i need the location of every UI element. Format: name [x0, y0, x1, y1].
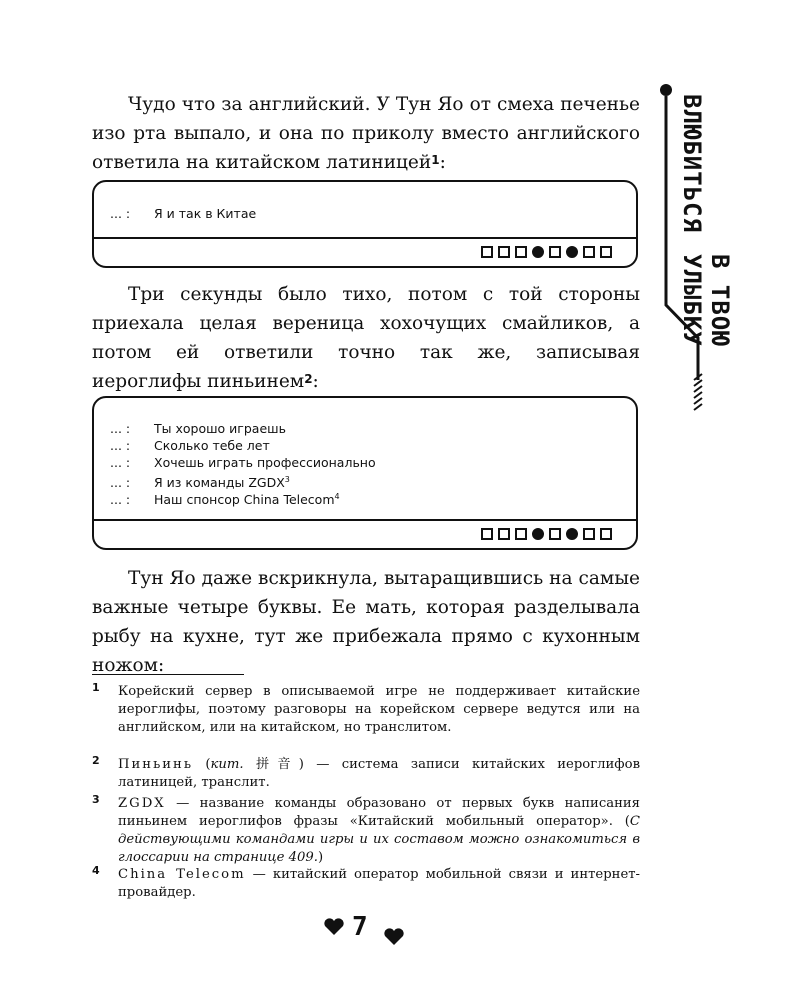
- chat-message: [110, 454, 620, 471]
- footnote-number: 4: [92, 864, 100, 877]
- footnote-2: [92, 756, 640, 792]
- chat-nickname: ... :: [110, 475, 131, 491]
- chat-window-1: [92, 180, 638, 268]
- chat-message: [110, 471, 620, 491]
- footnote-term: China Telecom: [118, 867, 246, 882]
- chat-window-2: [92, 396, 638, 550]
- footnote-number: 2: [92, 754, 100, 767]
- footnote-divider: [92, 674, 244, 675]
- paragraph-2-text: Три секунды было тихо, потом с той стороны приехала целая вереница хохочущих смайликов, а потом ей ответили точно так же, записывая иероглифы пиньинем: [92, 284, 640, 392]
- footnote-term: Пиньинь: [118, 757, 194, 772]
- chat-1-indicator: [481, 246, 612, 258]
- chat-message: [110, 488, 620, 508]
- side-title-part-1: ВЛЮБИТЬСЯ: [678, 94, 706, 234]
- footnote-italic: С действующими командами игры и их составом можно ознакомиться в глоссарии на странице 409.: [118, 814, 640, 865]
- chat-nickname: ... :: [110, 421, 131, 436]
- indicator-dot-filled: [532, 246, 544, 258]
- indicator-square-empty: [498, 246, 510, 258]
- indicator-square-empty: [515, 246, 527, 258]
- indicator-dot-filled: [532, 528, 544, 540]
- paragraph-2-end: :: [312, 371, 319, 392]
- paragraph-2: [92, 280, 640, 396]
- indicator-square-empty: [515, 528, 527, 540]
- footnote-text: — название команды образовано от первых букв написания пиньинем иероглифов фразы «Китайский мобильный оператор». (: [118, 796, 640, 829]
- footnote-term: ZGDX: [118, 796, 166, 811]
- paragraph-1: [92, 90, 640, 177]
- footnote-number: 3: [92, 793, 100, 806]
- chat-2-footer: [94, 519, 636, 548]
- chat-1-footer: [94, 237, 636, 266]
- indicator-square-empty: [498, 528, 510, 540]
- footnote-italic: кит.: [210, 757, 244, 772]
- paragraph-3-text: Тун Яо даже вскрикнула, вытаращившись на самые важные четыре буквы. Ее мать, которая разделывала рыбу на кухне, тут же прибежала прямо с кухонным ножом:: [92, 568, 640, 676]
- chat-2-indicator: [481, 528, 612, 540]
- chat-nickname: ... :: [110, 455, 131, 470]
- indicator-square-empty: [481, 246, 493, 258]
- chat-footnote-ref[interactable]: 3: [284, 475, 290, 484]
- indicator-square-empty: [583, 246, 595, 258]
- indicator-dot-filled: [566, 246, 578, 258]
- footnote-text: ): [317, 850, 324, 865]
- footnote-3: [92, 795, 640, 867]
- indicator-square-empty: [549, 528, 561, 540]
- footnote-ref-2[interactable]: 2: [304, 372, 313, 386]
- chat-message: [110, 437, 620, 454]
- indicator-square-empty: [600, 246, 612, 258]
- indicator-square-empty: [600, 528, 612, 540]
- chat-2-messages: [94, 398, 636, 508]
- paragraph-1-text: Чудо что за английский. У Тун Яо от смеха печенье изо рта выпало, и она по приколу вместо английского ответила на китайском латиницей: [92, 94, 640, 173]
- chat-nickname: ... :: [110, 206, 131, 221]
- chat-text: Наш спонсор China Telecom: [154, 492, 335, 508]
- heart-icon: [324, 918, 344, 936]
- chat-message: [110, 420, 620, 437]
- chat-nickname: ... :: [110, 492, 131, 508]
- footnote-1: [92, 683, 640, 737]
- heart-icon: [384, 928, 404, 946]
- footnote-4: [92, 866, 640, 902]
- footnote-text: (: [193, 757, 211, 772]
- page-number: 7: [352, 912, 368, 942]
- chat-text: Хочешь играть профессионально: [154, 455, 376, 470]
- footnote-ref-1[interactable]: 1: [431, 153, 440, 167]
- chat-text: Ты хорошо играешь: [154, 421, 286, 436]
- footnote-text: — китайский оператор мобильной связи и интернет-провайдер.: [118, 867, 640, 900]
- chat-1-messages: [94, 182, 636, 222]
- ornament-dot: [660, 84, 672, 96]
- footnote-text: Корейский сервер в описываемой игре не поддерживает китайские иероглифы, поэтому разговоры на корейском сервере ведутся или на английском, или на китайском, но транслитом.: [118, 684, 640, 735]
- indicator-dot-filled: [566, 528, 578, 540]
- footnote-number: 1: [92, 681, 100, 694]
- chat-footnote-ref[interactable]: 4: [334, 492, 340, 501]
- footnote-text: 拼音) — система записи китайских иероглифов латиницей, транслит.: [118, 757, 640, 790]
- chat-nickname: ... :: [110, 438, 131, 453]
- paragraph-3: [92, 564, 640, 680]
- chat-text: Сколько тебе лет: [154, 438, 270, 453]
- chat-message: [110, 205, 620, 222]
- indicator-square-empty: [583, 528, 595, 540]
- indicator-square-empty: [549, 246, 561, 258]
- paragraph-1-end: :: [439, 152, 446, 173]
- chat-text: Я и так в Китае: [154, 206, 257, 221]
- side-title-part-2: В ТВОЮ УЛЫБКУ: [678, 254, 734, 347]
- indicator-square-empty: [481, 528, 493, 540]
- chat-text: Я из команды ZGDX: [154, 475, 285, 491]
